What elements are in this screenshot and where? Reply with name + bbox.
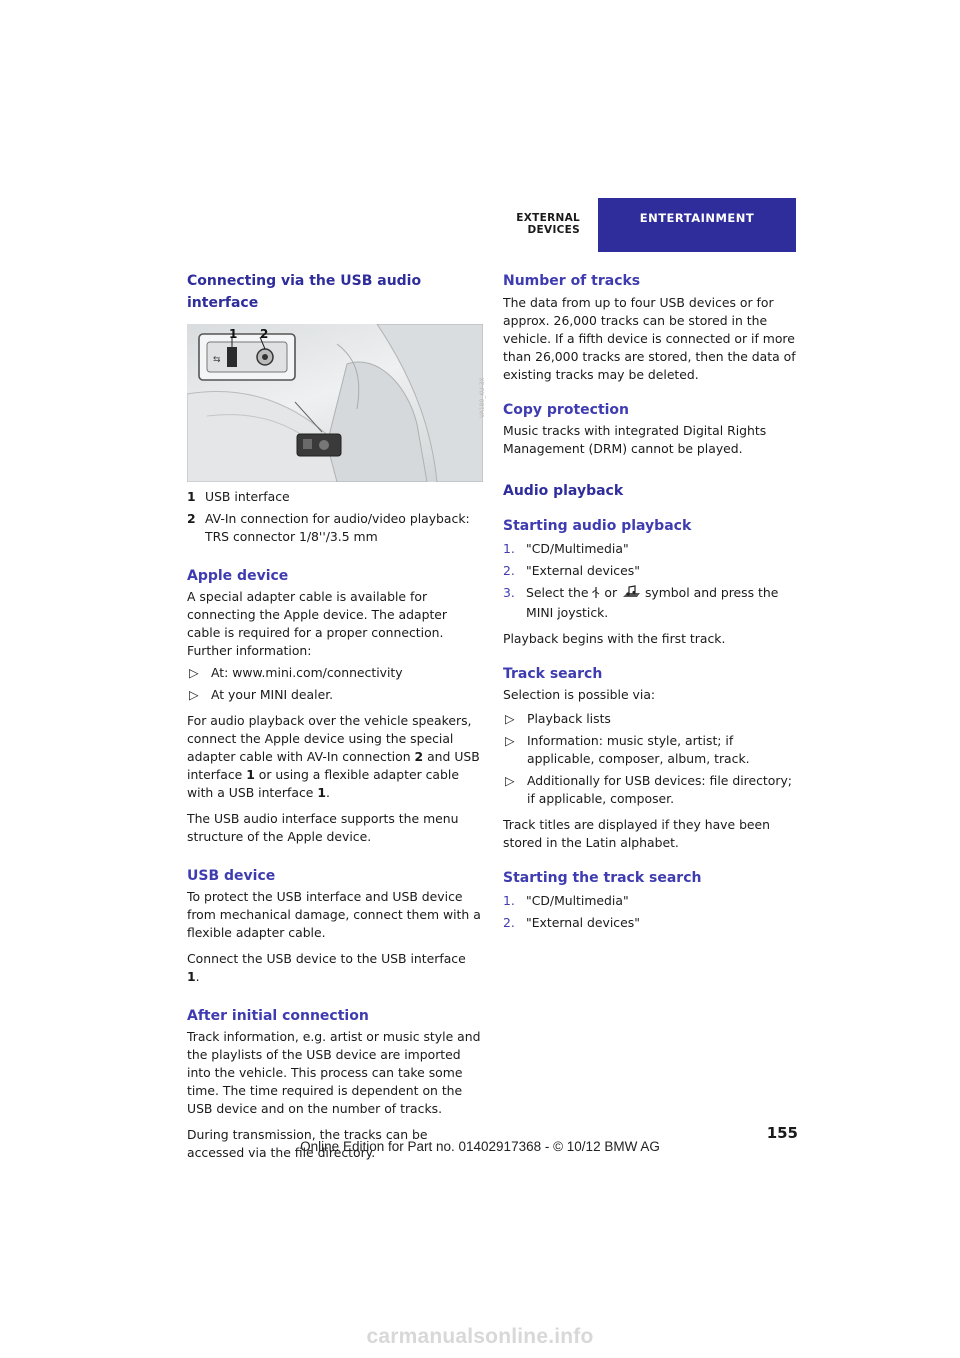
starting-audio-heading: Starting audio playback	[503, 518, 692, 534]
chapter-tab	[598, 198, 796, 252]
after-connection-heading: After initial connection	[187, 1008, 369, 1024]
search-bullet-3: ▷ Additionally for USB devices: file directory; if applicable, composer.	[505, 773, 792, 806]
search-paragraph: Track titles are displayed if they have been stored in the Latin alphabet.	[503, 817, 771, 850]
after-paragraph-1: Track information, e.g. artist or music style and the playlists of the USB device are imported into the vehicle. This process can take some time. The time required is dependent on the USB device and on the number of tracks.	[187, 1029, 481, 1116]
audio-step-1: 1. "CD/Multimedia"	[503, 541, 629, 556]
chapter-title: ENTERTAINMENT	[639, 211, 755, 225]
playback-begins: Playback begins with the first track.	[503, 631, 726, 646]
apple-intro: A special adapter cable is available for connecting the Apple device. The adapter cable is required for a proper connection.	[187, 589, 448, 640]
apple-paragraph-2: For audio playback over the vehicle speakers, connect the Apple device using the special adapter cable with AV-In connection 2 and USB interface 1 or using a flexible adapter cable with a USB interface 1.	[187, 713, 480, 800]
callout-2: 2	[260, 327, 269, 341]
copy-protection-heading: Copy protection	[503, 402, 630, 418]
tracks-paragraph: The data from up to four USB devices or for approx. 26,000 tracks can be stored in the vehicle. If a fifth device is connected or if more than 26,000 tracks are stored, then the data of existing tracks may be deleted.	[503, 295, 796, 382]
search-step-1: 1. "CD/Multimedia"	[503, 893, 629, 908]
svg-text:⇆: ⇆	[213, 355, 221, 365]
usb-paragraph-1: To protect the USB interface and USB device from mechanical damage, connect them with a flexible adapter cable.	[187, 889, 481, 940]
callout-1: 1	[229, 327, 238, 341]
running-header-section: EXTERNAL DEVICES	[516, 212, 580, 236]
apple-bullet-2: ▷ At your MINI dealer.	[189, 687, 334, 702]
audio-step-3: 3. Select the or symbol and press the MINI joystick.	[503, 585, 779, 620]
search-bullet-1: ▷ Playback lists	[505, 711, 611, 726]
usb-audio-heading: Connecting via the USB audio interface	[187, 273, 422, 311]
legend-item-2: 2 AV-In connection for audio/video playback: TRS connector 1/8''/3.5 mm	[187, 511, 470, 544]
audio-playback-heading: Audio playback	[503, 483, 624, 499]
right-column	[503, 270, 798, 932]
legend-item-1: 1 USB interface	[187, 489, 290, 504]
track-search-heading: Track search	[503, 666, 603, 682]
search-step-2: 2. "External devices"	[503, 915, 640, 930]
page-number: 155	[766, 1124, 798, 1142]
usb-paragraph-2: Connect the USB device to the USB interface 1.	[187, 951, 466, 984]
apple-bullet-1: ▷ At: www.mini.com/connectivity	[189, 665, 403, 680]
apple-device-heading: Apple device	[187, 568, 289, 584]
music-note-device-icon	[621, 585, 641, 604]
watermark-logo: carmanualsonline.info	[366, 1325, 594, 1348]
search-intro: Selection is possible via:	[503, 687, 656, 702]
usb-device-heading: USB device	[187, 868, 276, 884]
number-of-tracks-heading: Number of tracks	[503, 273, 641, 289]
starting-track-search-heading: Starting the track search	[503, 870, 702, 886]
console-illustration	[187, 324, 483, 482]
copy-paragraph: Music tracks with integrated Digital Rights Management (DRM) cannot be played.	[503, 423, 767, 456]
left-column	[187, 270, 482, 1162]
after-paragraph-2: During transmission, the tracks can be accessed via the file directory.	[187, 1127, 428, 1160]
apple-paragraph-3: The USB audio interface supports the menu structure of the Apple device.	[187, 811, 459, 844]
usb-interface-figure	[187, 324, 483, 482]
figure-code: VA180_KU-3X	[479, 377, 486, 418]
search-bullet-2: ▷ Information: music style, artist; if applicable, composer, album, track.	[505, 733, 750, 766]
footer-edition: Online Edition for Part no. 01402917368 - © 10/12 BMW AG	[300, 1139, 660, 1154]
apple-further: Further information:	[187, 643, 312, 658]
audio-step-2: 2. "External devices"	[503, 563, 640, 578]
